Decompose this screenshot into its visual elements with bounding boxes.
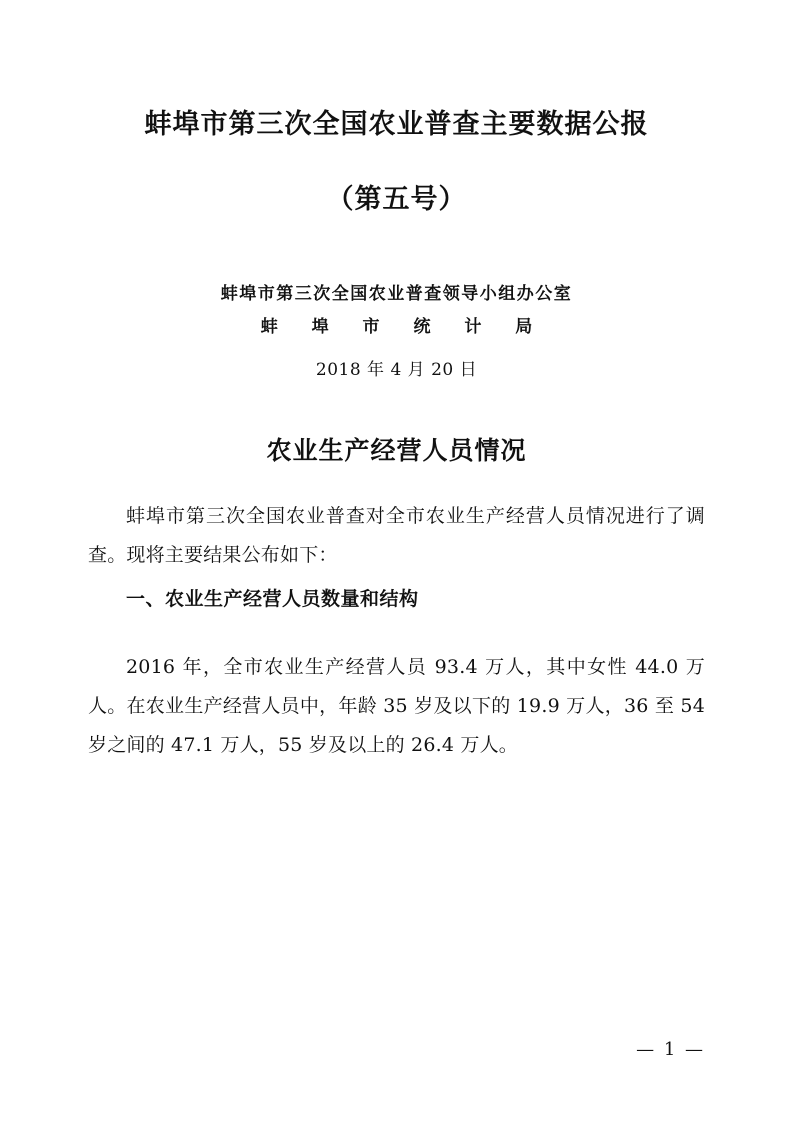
intro-paragraph: 蚌埠市第三次全国农业普查对全市农业生产经营人员情况进行了调查。现将主要结果公布如下： — [88, 504, 705, 566]
section-title: 农业生产经营人员情况 — [266, 435, 527, 465]
page-subtitle: （第五号） — [326, 183, 467, 215]
issuer-block — [88, 278, 705, 387]
issue-date: 2018 年 4 月 20 日 — [315, 360, 478, 381]
page-title: 蚌埠市第三次全国农业普查主要数据公报 — [144, 109, 649, 140]
issuer-office: 蚌埠市第三次全国农业普查领导小组办公室 — [220, 284, 573, 304]
paragraph-1: 2016 年，全市农业生产经营人员 93.4 万人，其中女性 44.0 万人。在农业生产经营人员中，年龄 35 岁及以下的 19.9 万人，36 至 54 岁之间的 47.1 万人，55 岁及以上的 26.4 万人。 — [88, 656, 705, 757]
sub-heading-1: 一、农业生产经营人员数量和结构 — [126, 588, 419, 611]
issuer-bureau: 蚌 埠 市 统 计 局 — [260, 317, 547, 338]
page-number: — 1 — — [636, 1039, 705, 1060]
